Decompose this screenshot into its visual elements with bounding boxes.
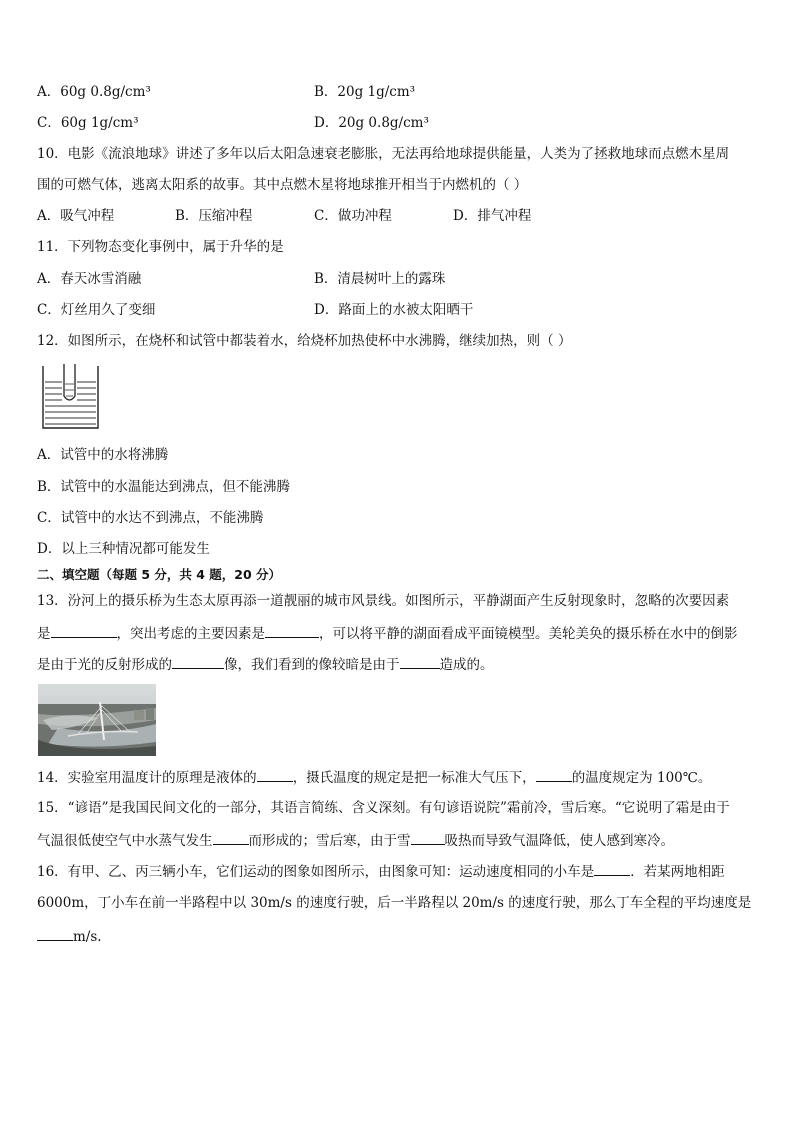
answer-blank[interactable]	[51, 623, 117, 638]
answer-blank[interactable]	[37, 926, 73, 941]
q14-line	[37, 767, 711, 788]
q10-option-b: B．压缩冲程	[175, 208, 253, 224]
q14-text-b: ，摄氏温度的规定是把一标准大气压下，	[292, 770, 536, 786]
q9-option-d: D．20g 0.8g/cm³	[314, 115, 429, 131]
q9-option-b: B．20g 1g/cm³	[314, 84, 416, 100]
q13-text-c: ，可以将平静的湖面看成平面镜模型。美轮美奂的摄乐桥在水中的倒影	[319, 626, 738, 642]
q11-stem: 11．下列物态变化事例中，属于升华的是	[37, 239, 284, 255]
q16-line3	[37, 926, 102, 947]
q15-text-c: 吸热而导致气温降低，使人感到寒冷。	[444, 833, 674, 849]
q13-line2	[37, 623, 738, 644]
answer-blank[interactable]	[213, 830, 249, 845]
q11-option-d: D．路面上的水被太阳晒干	[314, 302, 474, 318]
q14-text-c: 的温度规定为 100℃。	[571, 770, 712, 786]
answer-blank[interactable]	[265, 623, 319, 638]
section-2-heading: 二、填空题（每题 5 分，共 4 题，20 分）	[37, 567, 282, 582]
q10-option-a: A．吸气冲程	[37, 208, 115, 224]
q13-text-a: 是	[37, 626, 51, 642]
q9-option-a: A．60g 0.8g/cm³	[37, 84, 151, 100]
q15-text-a: 气温很低使空气中水蒸气发生	[37, 833, 213, 849]
answer-blank[interactable]	[536, 767, 572, 782]
q13-text-d: 是由于光的反射形成的	[37, 657, 172, 673]
q16-text-a: 16．有甲、乙、丙三辆小车，它们运动的图象如图所示，由图象可知：运动速度相同的小车是	[37, 864, 595, 880]
answer-blank[interactable]	[257, 767, 293, 782]
q10-stem-line2: 围的可燃气体，逃离太阳系的故事。其中点燃木星将地球推开相当于内燃机的（ ）	[37, 177, 528, 193]
q10-option-d: D．排气冲程	[453, 208, 532, 224]
q12-option-d: D．以上三种情况都可能发生	[37, 541, 210, 557]
q14-text-a: 14．实验室用温度计的原理是液体的	[37, 770, 257, 786]
beaker-test-tube-figure	[40, 364, 102, 432]
answer-blank[interactable]	[594, 861, 630, 876]
q15-line2	[37, 830, 674, 851]
q13-line3	[37, 654, 494, 675]
q11-option-b: B．清晨树叶上的露珠	[314, 271, 446, 287]
q10-stem-line1: 10．电影《流浪地球》讲述了多年以后太阳急速衰老膨胀，无法再给地球提供能量，人类为了拯救地球而点燃木星周	[37, 146, 730, 162]
q12-option-b: B．试管中的水温能达到沸点，但不能沸腾	[37, 479, 290, 495]
q16-line1	[37, 861, 725, 882]
answer-blank[interactable]	[411, 830, 445, 845]
q16-text-c: m/s.	[73, 929, 102, 945]
q12-option-a: A．试管中的水将沸腾	[37, 447, 169, 463]
q13-text-b: ，突出考虑的主要因素是	[116, 626, 265, 642]
q16-text-b: ．若某两地相距	[630, 864, 725, 880]
q11-option-c: C．灯丝用久了变细	[37, 302, 156, 318]
answer-blank[interactable]	[400, 654, 440, 669]
q13-text-e: 像，我们看到的像较暗是由于	[224, 657, 400, 673]
q10-option-c: C．做功冲程	[314, 208, 392, 224]
q13-text-f: 造成的。	[439, 657, 494, 673]
q9-option-c: C．60g 1g/cm³	[37, 115, 139, 131]
q11-option-a: A．春天冰雪消融	[37, 271, 142, 287]
q12-stem: 12．如图所示，在烧杯和试管中都装着水，给烧杯加热使杯中水沸腾，继续加热，则（ ）	[37, 333, 572, 349]
q12-option-c: C．试管中的水达不到沸点，不能沸腾	[37, 510, 264, 526]
q15-text-b: 而形成的；雪后寒，由于雪	[248, 833, 411, 849]
bridge-photo	[38, 684, 156, 756]
q16-line2: 6000m，丁小车在前一半路程中以 30m/s 的速度行驶，后一半路程以 20m/s 的速度行驶，那么丁车全程的平均速度是	[37, 895, 752, 911]
answer-blank[interactable]	[172, 654, 224, 669]
q15-line1: 15．“谚语”是我国民间文化的一部分，其语言简练、含义深刻。有句谚语说院”霜前冷，雪后寒。“它说明了霜是由于	[37, 800, 730, 816]
q13-line1: 13．汾河上的摄乐桥为生态太原再添一道靓丽的城市风景线。如图所示，平静湖面产生反射现象时，忽略的次要因素	[37, 593, 730, 609]
